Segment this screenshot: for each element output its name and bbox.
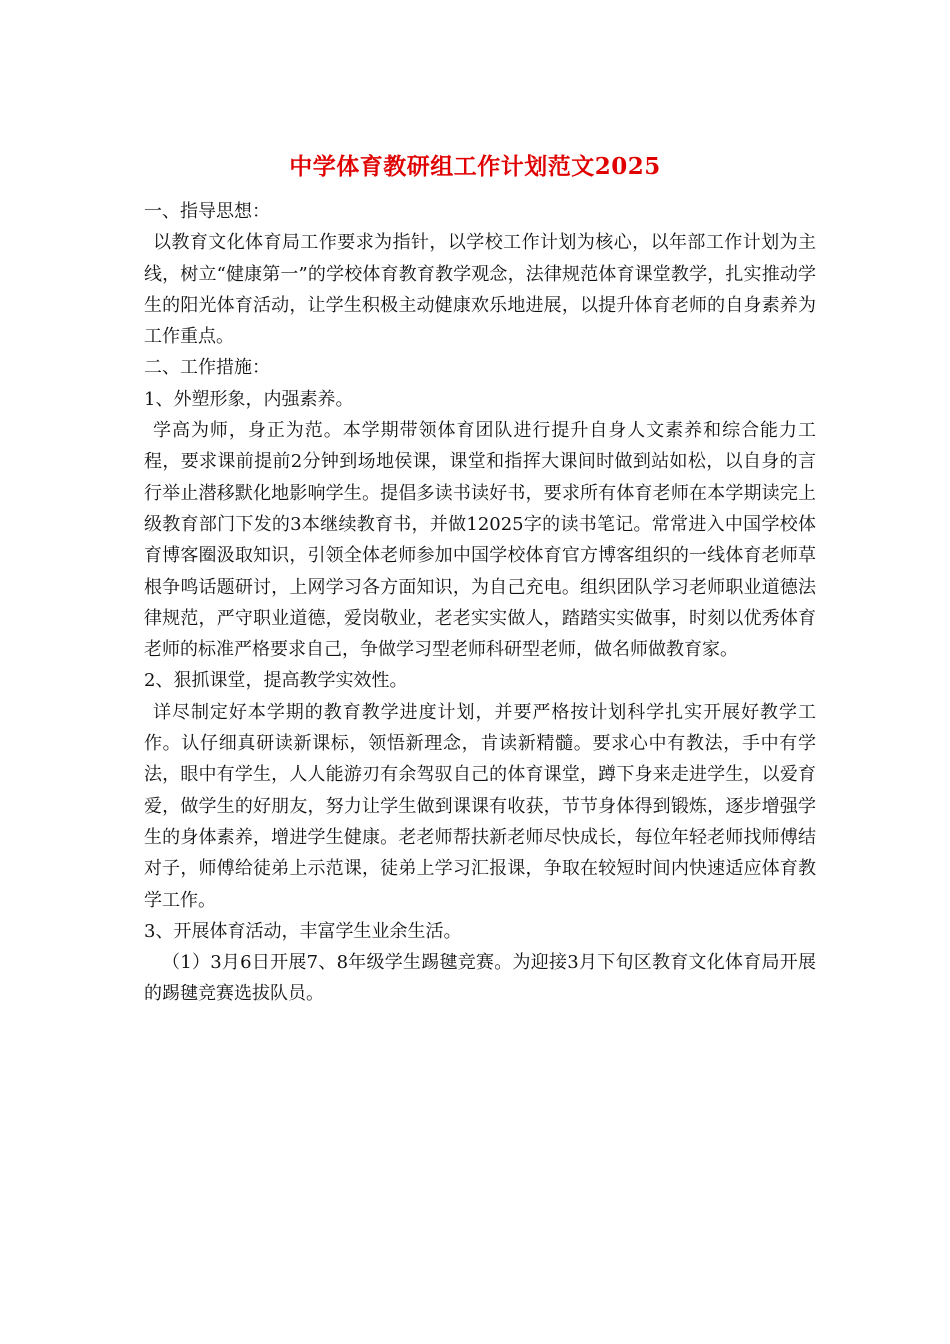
paragraph-item-3-sub-1: （1）3月6日开展7、8年级学生踢毽竞赛。为迎接3月下旬区教育文化体育局开展的踢毽竞赛选拔队员。 [144, 952, 816, 1005]
section-heading-work-measures: 二、工作措施： [144, 357, 270, 379]
document-body [144, 196, 816, 1010]
section-heading-guiding-thought: 一、指导思想： [144, 201, 270, 222]
paragraph-guiding-thought: 以教育文化体育局工作要求为指针，以学校工作计划为核心，以年部工作计划为主线，树立“健康第一”的学校体育教育教学观念，法律规范体育课堂教学，扎实推动学生的阳光体育活动，让学生积极主动健康欢乐地进展，以提升体育老师的自身素养为工作重点。 [144, 232, 816, 348]
document-title: 中学体育教研组工作计划范文2025 [289, 153, 661, 180]
paragraph-item-1: 学高为师，身正为范。本学期带领体育团队进行提升自身人文素养和综合能力工程，要求课前提前2分钟到场地侯课，课堂和指挥大课间时做到站如松，以自身的言行举止潜移默化地影响学生。提倡多读书读好书，要求所有体育老师在本学期读完上级教育部门下发的3本继续教育书，并做12025字的读书笔记。常常进入中国学校体育博客圈汲取知识，引领全体老师参加中国学校体育官方博客组织的一线体育老师草根争鸣话题研讨，上网学习各方面知识，为自己充电。组织团队学习老师职业道德法律规范，严守职业道德，爱岗敬业，老老实实做人，踏踏实实做事，时刻以优秀体育老师的标准严格要求自己，争做学习型老师科研型老师，做名师做教育家。 [144, 420, 816, 661]
paragraph-item-2: 详尽制定好本学期的教育教学进度计划，并要严格按计划科学扎实开展好教学工作。认仔细真研读新课标，领悟新理念，肯读新精髓。要求心中有教法，手中有学法，眼中有学生，人人能游刃有余驾驭自己的体育课堂，蹲下身来走进学生，以爱育爱，做学生的好朋友，努力让学生做到课课有收获，节节身体得到锻炼，逐步增强学生的身体素养，增进学生健康。老老师帮扶新老师尽快成长，每位年轻老师找师傅结对子，师傅给徒弟上示范课，徒弟上学习汇报课，争取在较短时间内快速适应体育教学工作。 [144, 701, 816, 911]
item-heading-1: 1、外塑形象，内强素养。 [144, 388, 354, 410]
item-heading-3: 3、开展体育活动，丰富学生业余生活。 [144, 920, 462, 942]
item-heading-2: 2、狠抓课堂，提高教学实效性。 [144, 670, 408, 692]
